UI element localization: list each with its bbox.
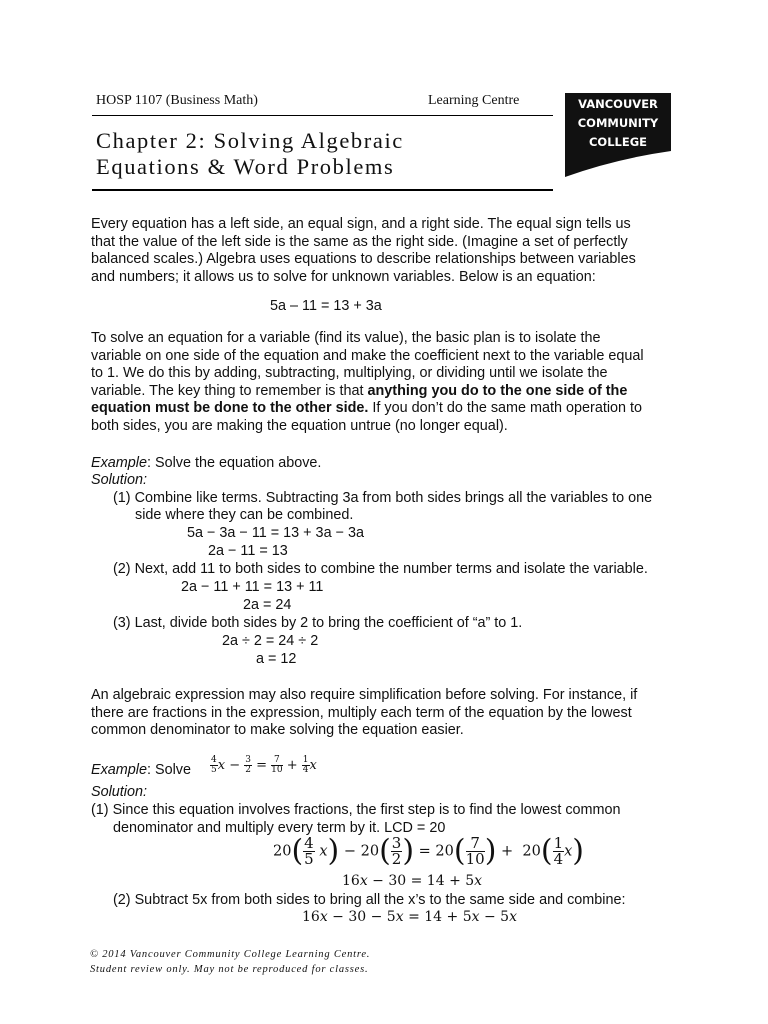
example1-step2: (2) Next, add 11 to both sides to combine the number terms and isolate the variable. [113, 561, 648, 577]
plan-line: To solve an equation for a variable (find its value), the basic plan is to isolate the [91, 330, 601, 346]
example1-equation: 2a − 11 + 11 = 13 + 11 [181, 579, 324, 595]
plan-line: both sides, you are making the equation untrue (no longer equal). [91, 418, 508, 434]
plan-line: variable. The key thing to remember is that anything you do to the one side of the [91, 383, 628, 399]
example2-step1: (1) Since this equation involves fractions, the first step is to find the lowest common [91, 802, 621, 818]
plan-line: to 1. We do this by adding, subtracting, multiplying, or dividing until we isolate the [91, 365, 608, 381]
example2-step2: (2) Subtract 5x from both sides to bring all the x’s to the same side and combine: [113, 892, 626, 908]
intro-line: Every equation has a left side, an equal sign, and a right side. The equal sign tells us [91, 216, 631, 232]
header-rule-bottom [92, 189, 553, 191]
fractions-line: An algebraic expression may also require simplification before solving. For instance, if [91, 687, 638, 703]
example1-equation: 2a = 24 [243, 597, 292, 613]
course-name: HOSP 1107 (Business Math) [96, 93, 258, 108]
plan-line: equation must be done to the other side. If you don’t do the same math operation to [91, 400, 643, 416]
page-title: Chapter 2: Solving Algebraic Equations & Word Problems [96, 128, 404, 179]
footer-copyright: © 2014 Vancouver Community College Learning Centre. [90, 949, 371, 960]
example1-equation: 5a − 3a − 11 = 13 + 3a − 3a [187, 525, 364, 541]
intro-line: and numbers; it allows us to solve for unknown variables. Below is an equation: [91, 269, 596, 285]
example1-heading: Example: Solve the equation above. [91, 455, 322, 471]
example2-problem-equation: $\frac{4}{5}$ x − $\frac{3}{2}$ = $\frac{7}{10}$ + $\frac{1}{4}$ x [211, 755, 317, 775]
plan-line: variable on one side of the equation and make the coefficient next to the variable equal [91, 348, 644, 364]
intro-line: that the value of the left side is the same as the right side. (Imagine a set of perfectly [91, 234, 628, 250]
learning-centre-label: Learning Centre [428, 93, 520, 108]
example1-equation: 2a − 11 = 13 [208, 543, 288, 559]
svg-text:COMMUNITY: COMMUNITY [577, 116, 659, 130]
example1-solution-label: Solution: [91, 472, 148, 488]
example1-equation: a = 12 [256, 651, 297, 667]
example2-lcd-equation: 20( $\frac{4}{5}$ x) − 20( $\frac{3}{2}$ ) = 20( $\frac{7}{10}$ ) + 20( $\frac{1}{4}$ x) [273, 833, 585, 869]
svg-text:COLLEGE: COLLEGE [588, 135, 648, 149]
svg-text:VANCOUVER: VANCOUVER [578, 97, 658, 111]
example2-heading: Example: Solve [91, 762, 191, 778]
footer-notice: Student review only. May not be reproduced for classes. [90, 964, 369, 975]
vcc-logo [565, 93, 671, 185]
example1-step1: side where they can be combined. [135, 507, 354, 523]
fractions-line: common denominator to make solving the equation easier. [91, 722, 464, 738]
fractions-line: there are fractions in the expression, multiply each term of the equation by the lowest [91, 705, 632, 721]
intro-line: balanced scales.) Algebra uses equations to describe relationships between variables [91, 251, 636, 267]
example2-step1: denominator and multiply every term by it. LCD = 20 [113, 820, 446, 836]
example2-equation: 16x − 30 − 5x = 14 + 5x − 5x [302, 909, 517, 925]
intro-equation: 5a – 11 = 13 + 3a [270, 298, 382, 314]
example1-step1: (1) Combine like terms. Subtracting 3a from both sides brings all the variables to one [113, 490, 653, 506]
example1-equation: 2a ÷ 2 = 24 ÷ 2 [222, 633, 319, 649]
example2-equation: 16x − 30 = 14 + 5x [342, 873, 483, 889]
header-rule-top [92, 115, 553, 116]
example2-solution-label: Solution: [91, 784, 148, 800]
example1-step3: (3) Last, divide both sides by 2 to bring the coefficient of “a” to 1. [113, 615, 523, 631]
